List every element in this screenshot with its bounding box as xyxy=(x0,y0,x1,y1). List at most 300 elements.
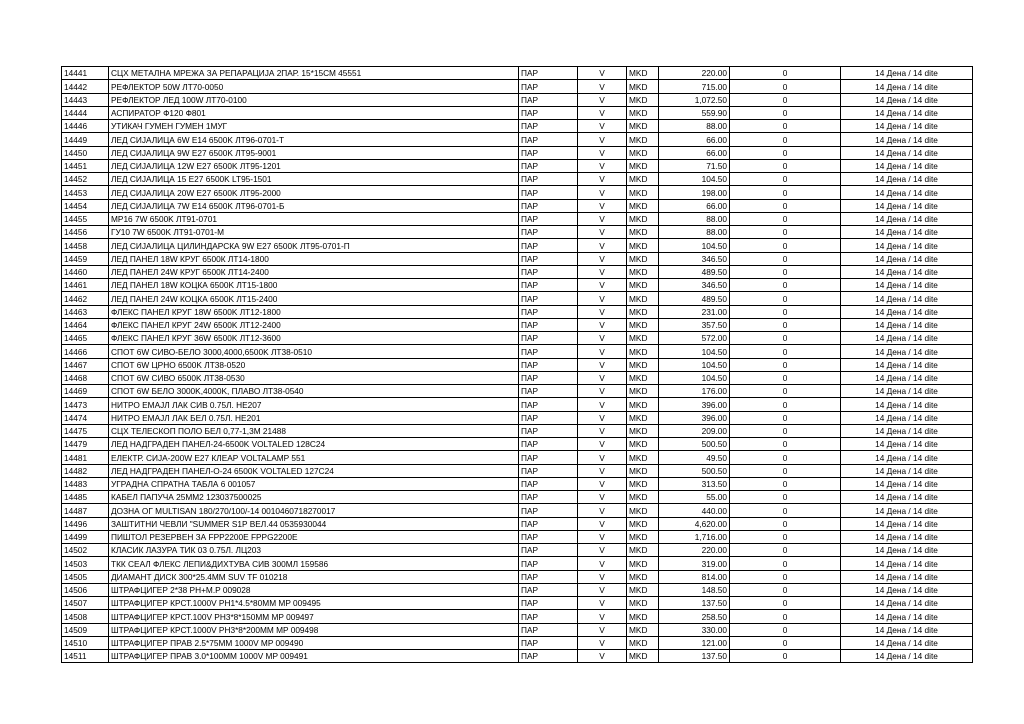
item-description-cell: ЛЕД СИЈАЛИЦА 6W E14 6500K ЛТ96-0701-Т xyxy=(109,133,519,146)
quantity-cell: 0 xyxy=(730,610,841,623)
table-row xyxy=(62,557,973,570)
delivery-cell: 14 Дена / 14 dite xyxy=(841,159,973,172)
table-row xyxy=(62,438,973,451)
item-description-cell: ДОЗНА ОГ MULTISAN 180/270/100/-14 0010460718270017 xyxy=(109,504,519,517)
currency-cell: MKD xyxy=(627,424,659,437)
table-row xyxy=(62,583,973,596)
delivery-cell: 14 Дена / 14 dite xyxy=(841,345,973,358)
delivery-cell: 14 Дена / 14 dite xyxy=(841,398,973,411)
table-row xyxy=(62,544,973,557)
item-code-cell: 14469 xyxy=(62,385,109,398)
item-description-cell: НИТРО ЕМАЈЛ ЛАК СИВ 0.75Л. НЕ207 xyxy=(109,398,519,411)
quantity-cell: 0 xyxy=(730,650,841,663)
table-row xyxy=(62,106,973,119)
item-description-cell: ЛЕД СИЈАЛИЦА 15 E27 6500K LT95-1501 xyxy=(109,173,519,186)
delivery-cell: 14 Дена / 14 dite xyxy=(841,67,973,80)
unit-cell: ПАР xyxy=(519,159,578,172)
item-code-cell: 14505 xyxy=(62,570,109,583)
item-description-cell: ЛЕД СИЈАЛИЦА 9W E27 6500K ЛТ95-9001 xyxy=(109,146,519,159)
currency-cell: MKD xyxy=(627,491,659,504)
unit-cell: ПАР xyxy=(519,345,578,358)
item-code-cell: 14511 xyxy=(62,650,109,663)
unit-cell: ПАР xyxy=(519,305,578,318)
table-row xyxy=(62,570,973,583)
price-cell: 220.00 xyxy=(659,67,730,80)
item-code-cell: 14467 xyxy=(62,358,109,371)
delivery-cell: 14 Дена / 14 dite xyxy=(841,146,973,159)
unit-cell: ПАР xyxy=(519,636,578,649)
unit-cell: ПАР xyxy=(519,212,578,225)
delivery-cell: 14 Дена / 14 dite xyxy=(841,438,973,451)
price-cell: 440.00 xyxy=(659,504,730,517)
quantity-cell: 0 xyxy=(730,411,841,424)
item-code-cell: 14454 xyxy=(62,199,109,212)
delivery-cell: 14 Дена / 14 dite xyxy=(841,358,973,371)
delivery-cell: 14 Дена / 14 dite xyxy=(841,597,973,610)
flag-cell: V xyxy=(578,477,627,490)
item-description-cell: ШТРАФЦИГЕР ПРАВ 2.5*75ММ 1000V MP 009490 xyxy=(109,636,519,649)
item-description-cell: КЛАСИК ЛАЗУРА ТИК 03 0.75Л. ЛЦ203 xyxy=(109,544,519,557)
quantity-cell: 0 xyxy=(730,67,841,80)
flag-cell: V xyxy=(578,332,627,345)
item-code-cell: 14442 xyxy=(62,80,109,93)
flag-cell: V xyxy=(578,544,627,557)
quantity-cell: 0 xyxy=(730,597,841,610)
item-code-cell: 14446 xyxy=(62,120,109,133)
table-row xyxy=(62,199,973,212)
item-description-cell: НИТРО ЕМАЈЛ ЛАК БЕЛ 0.75Л. НЕ201 xyxy=(109,411,519,424)
item-code-cell: 14503 xyxy=(62,557,109,570)
delivery-cell: 14 Дена / 14 dite xyxy=(841,173,973,186)
unit-cell: ПАР xyxy=(519,279,578,292)
currency-cell: MKD xyxy=(627,93,659,106)
delivery-cell: 14 Дена / 14 dite xyxy=(841,265,973,278)
price-cell: 104.50 xyxy=(659,173,730,186)
table-row xyxy=(62,239,973,252)
unit-cell: ПАР xyxy=(519,597,578,610)
currency-cell: MKD xyxy=(627,292,659,305)
price-cell: 330.00 xyxy=(659,623,730,636)
delivery-cell: 14 Дена / 14 dite xyxy=(841,93,973,106)
flag-cell: V xyxy=(578,159,627,172)
flag-cell: V xyxy=(578,146,627,159)
price-cell: 104.50 xyxy=(659,239,730,252)
quantity-cell: 0 xyxy=(730,438,841,451)
price-cell: 88.00 xyxy=(659,212,730,225)
item-code-cell: 14483 xyxy=(62,477,109,490)
quantity-cell: 0 xyxy=(730,146,841,159)
unit-cell: ПАР xyxy=(519,424,578,437)
price-cell: 137.50 xyxy=(659,597,730,610)
delivery-cell: 14 Дена / 14 dite xyxy=(841,610,973,623)
flag-cell: V xyxy=(578,173,627,186)
currency-cell: MKD xyxy=(627,517,659,530)
table-row xyxy=(62,80,973,93)
item-code-cell: 14465 xyxy=(62,332,109,345)
unit-cell: ПАР xyxy=(519,265,578,278)
currency-cell: MKD xyxy=(627,438,659,451)
price-cell: 66.00 xyxy=(659,146,730,159)
delivery-cell: 14 Дена / 14 dite xyxy=(841,464,973,477)
price-cell: 396.00 xyxy=(659,411,730,424)
table-row xyxy=(62,504,973,517)
delivery-cell: 14 Дена / 14 dite xyxy=(841,517,973,530)
item-description-cell: ЛЕД СИЈАЛИЦА 12W E27 6500K ЛТ95-1201 xyxy=(109,159,519,172)
item-description-cell: ЛЕД НАДГРАДЕН ПАНЕЛ-О-24 6500K VOLTALED 127C24 xyxy=(109,464,519,477)
table-row xyxy=(62,226,973,239)
delivery-cell: 14 Дена / 14 dite xyxy=(841,332,973,345)
item-description-cell: ШТРАФЦИГЕР КРСТ.100V PH3*8*150ММ MP 009497 xyxy=(109,610,519,623)
item-code-cell: 14510 xyxy=(62,636,109,649)
delivery-cell: 14 Дена / 14 dite xyxy=(841,318,973,331)
currency-cell: MKD xyxy=(627,120,659,133)
currency-cell: MKD xyxy=(627,570,659,583)
item-description-cell: ЛЕД НАДГРАДЕН ПАНЕЛ-24-6500K VOLTALED 128C24 xyxy=(109,438,519,451)
delivery-cell: 14 Дена / 14 dite xyxy=(841,570,973,583)
quantity-cell: 0 xyxy=(730,93,841,106)
delivery-cell: 14 Дена / 14 dite xyxy=(841,530,973,543)
unit-cell: ПАР xyxy=(519,252,578,265)
currency-cell: MKD xyxy=(627,186,659,199)
table-row xyxy=(62,385,973,398)
flag-cell: V xyxy=(578,252,627,265)
item-description-cell: ФЛЕКС ПАНЕЛ КРУГ 18W 6500K ЛТ12-1800 xyxy=(109,305,519,318)
flag-cell: V xyxy=(578,199,627,212)
currency-cell: MKD xyxy=(627,212,659,225)
delivery-cell: 14 Дена / 14 dite xyxy=(841,385,973,398)
item-code-cell: 14481 xyxy=(62,451,109,464)
unit-cell: ПАР xyxy=(519,106,578,119)
table-row xyxy=(62,464,973,477)
item-description-cell: УТИКАЧ ГУМЕН ГУМЕН 1МУГ xyxy=(109,120,519,133)
unit-cell: ПАР xyxy=(519,650,578,663)
item-code-cell: 14441 xyxy=(62,67,109,80)
item-code-cell: 14473 xyxy=(62,398,109,411)
item-description-cell: СПОТ 6W СИВО-БЕЛО 3000,4000,6500K ЛТ38-0510 xyxy=(109,345,519,358)
quantity-cell: 0 xyxy=(730,345,841,358)
quantity-cell: 0 xyxy=(730,332,841,345)
item-code-cell: 14474 xyxy=(62,411,109,424)
currency-cell: MKD xyxy=(627,610,659,623)
delivery-cell: 14 Дена / 14 dite xyxy=(841,424,973,437)
unit-cell: ПАР xyxy=(519,358,578,371)
table-row xyxy=(62,530,973,543)
price-cell: 88.00 xyxy=(659,226,730,239)
unit-cell: ПАР xyxy=(519,610,578,623)
item-description-cell: СПОТ 6W ЦРНО 6500K ЛТ38-0520 xyxy=(109,358,519,371)
delivery-cell: 14 Дена / 14 dite xyxy=(841,583,973,596)
table-row xyxy=(62,292,973,305)
delivery-cell: 14 Дена / 14 dite xyxy=(841,292,973,305)
item-code-cell: 14507 xyxy=(62,597,109,610)
currency-cell: MKD xyxy=(627,358,659,371)
quantity-cell: 0 xyxy=(730,544,841,557)
currency-cell: MKD xyxy=(627,67,659,80)
price-cell: 66.00 xyxy=(659,133,730,146)
price-cell: 209.00 xyxy=(659,424,730,437)
item-code-cell: 14508 xyxy=(62,610,109,623)
delivery-cell: 14 Дена / 14 dite xyxy=(841,186,973,199)
flag-cell: V xyxy=(578,93,627,106)
price-cell: 346.50 xyxy=(659,279,730,292)
quantity-cell: 0 xyxy=(730,292,841,305)
quantity-cell: 0 xyxy=(730,252,841,265)
price-cell: 220.00 xyxy=(659,544,730,557)
item-code-cell: 14509 xyxy=(62,623,109,636)
quantity-cell: 0 xyxy=(730,504,841,517)
flag-cell: V xyxy=(578,530,627,543)
item-description-cell: ФЛЕКС ПАНЕЛ КРУГ 36W 6500K ЛТ12-3600 xyxy=(109,332,519,345)
currency-cell: MKD xyxy=(627,345,659,358)
table-row xyxy=(62,491,973,504)
table-row xyxy=(62,133,973,146)
unit-cell: ПАР xyxy=(519,93,578,106)
flag-cell: V xyxy=(578,424,627,437)
quantity-cell: 0 xyxy=(730,477,841,490)
quantity-cell: 0 xyxy=(730,173,841,186)
item-description-cell: ЕЛЕКТР. СИЈА-200W E27 КЛЕАР VOLTALAMP 551 xyxy=(109,451,519,464)
table-body xyxy=(62,67,973,663)
price-cell: 231.00 xyxy=(659,305,730,318)
price-cell: 319.00 xyxy=(659,557,730,570)
flag-cell: V xyxy=(578,610,627,623)
currency-cell: MKD xyxy=(627,385,659,398)
table-row xyxy=(62,120,973,133)
unit-cell: ПАР xyxy=(519,398,578,411)
item-code-cell: 14456 xyxy=(62,226,109,239)
delivery-cell: 14 Дена / 14 dite xyxy=(841,212,973,225)
flag-cell: V xyxy=(578,623,627,636)
item-code-cell: 14443 xyxy=(62,93,109,106)
item-description-cell: ЛЕД СИЈАЛИЦА 20W E27 6500K ЛТ95-2000 xyxy=(109,186,519,199)
item-description-cell: ЛЕД ПАНЕЛ 24W КОЦКА 6500K ЛТ15-2400 xyxy=(109,292,519,305)
flag-cell: V xyxy=(578,305,627,318)
currency-cell: MKD xyxy=(627,398,659,411)
price-cell: 396.00 xyxy=(659,398,730,411)
flag-cell: V xyxy=(578,597,627,610)
unit-cell: ПАР xyxy=(519,173,578,186)
item-description-cell: ТКК СЕАЛ ФЛЕКС ЛЕПИ&ДИХТУВА СИВ 300МЛ 159586 xyxy=(109,557,519,570)
price-cell: 55.00 xyxy=(659,491,730,504)
quantity-cell: 0 xyxy=(730,557,841,570)
price-cell: 4,620.00 xyxy=(659,517,730,530)
item-code-cell: 14460 xyxy=(62,265,109,278)
item-code-cell: 14451 xyxy=(62,159,109,172)
item-description-cell: РЕФЛЕКТОР ЛЕД 100W ЛТ70-0100 xyxy=(109,93,519,106)
unit-cell: ПАР xyxy=(519,504,578,517)
delivery-cell: 14 Дена / 14 dite xyxy=(841,504,973,517)
currency-cell: MKD xyxy=(627,318,659,331)
item-code-cell: 14455 xyxy=(62,212,109,225)
unit-cell: ПАР xyxy=(519,67,578,80)
flag-cell: V xyxy=(578,398,627,411)
unit-cell: ПАР xyxy=(519,491,578,504)
flag-cell: V xyxy=(578,504,627,517)
unit-cell: ПАР xyxy=(519,186,578,199)
item-description-cell: ЛЕД СИЈАЛИЦА ЦИЛИНДАРСКА 9W E27 6500K ЛТ95-0701-П xyxy=(109,239,519,252)
price-cell: 104.50 xyxy=(659,345,730,358)
delivery-cell: 14 Дена / 14 dite xyxy=(841,557,973,570)
item-code-cell: 14482 xyxy=(62,464,109,477)
price-cell: 489.50 xyxy=(659,292,730,305)
currency-cell: MKD xyxy=(627,557,659,570)
item-code-cell: 14450 xyxy=(62,146,109,159)
currency-cell: MKD xyxy=(627,80,659,93)
currency-cell: MKD xyxy=(627,650,659,663)
quantity-cell: 0 xyxy=(730,424,841,437)
price-cell: 1,072.50 xyxy=(659,93,730,106)
unit-cell: ПАР xyxy=(519,623,578,636)
delivery-cell: 14 Дена / 14 dite xyxy=(841,623,973,636)
quantity-cell: 0 xyxy=(730,120,841,133)
unit-cell: ПАР xyxy=(519,570,578,583)
table-row xyxy=(62,252,973,265)
currency-cell: MKD xyxy=(627,252,659,265)
price-cell: 346.50 xyxy=(659,252,730,265)
price-cell: 66.00 xyxy=(659,199,730,212)
flag-cell: V xyxy=(578,212,627,225)
item-code-cell: 14502 xyxy=(62,544,109,557)
unit-cell: ПАР xyxy=(519,438,578,451)
unit-cell: ПАР xyxy=(519,583,578,596)
currency-cell: MKD xyxy=(627,133,659,146)
currency-cell: MKD xyxy=(627,371,659,384)
quantity-cell: 0 xyxy=(730,636,841,649)
currency-cell: MKD xyxy=(627,451,659,464)
delivery-cell: 14 Дена / 14 dite xyxy=(841,451,973,464)
unit-cell: ПАР xyxy=(519,451,578,464)
delivery-cell: 14 Дена / 14 dite xyxy=(841,477,973,490)
unit-cell: ПАР xyxy=(519,120,578,133)
table-row xyxy=(62,597,973,610)
item-description-cell: ЗАШТИТНИ ЧЕВЛИ "SUMMER S1P ВЕЛ.44 0535930044 xyxy=(109,517,519,530)
item-description-cell: ШТРАФЦИГЕР ПРАВ 3.0*100ММ 1000V MP 009491 xyxy=(109,650,519,663)
price-cell: 198.00 xyxy=(659,186,730,199)
price-cell: 176.00 xyxy=(659,385,730,398)
item-code-cell: 14444 xyxy=(62,106,109,119)
quantity-cell: 0 xyxy=(730,371,841,384)
delivery-cell: 14 Дена / 14 dite xyxy=(841,279,973,292)
price-cell: 500.50 xyxy=(659,438,730,451)
flag-cell: V xyxy=(578,464,627,477)
price-cell: 357.50 xyxy=(659,318,730,331)
table-row xyxy=(62,318,973,331)
table-row xyxy=(62,332,973,345)
unit-cell: ПАР xyxy=(519,133,578,146)
quantity-cell: 0 xyxy=(730,570,841,583)
unit-cell: ПАР xyxy=(519,517,578,530)
delivery-cell: 14 Дена / 14 dite xyxy=(841,305,973,318)
currency-cell: MKD xyxy=(627,623,659,636)
table-row xyxy=(62,371,973,384)
flag-cell: V xyxy=(578,438,627,451)
item-description-cell: ДИАМАНТ ДИСК 300*25.4ММ SUV TF 010218 xyxy=(109,570,519,583)
flag-cell: V xyxy=(578,385,627,398)
flag-cell: V xyxy=(578,411,627,424)
item-code-cell: 14464 xyxy=(62,318,109,331)
flag-cell: V xyxy=(578,318,627,331)
unit-cell: ПАР xyxy=(519,530,578,543)
flag-cell: V xyxy=(578,279,627,292)
price-cell: 137.50 xyxy=(659,650,730,663)
table-row xyxy=(62,358,973,371)
currency-cell: MKD xyxy=(627,173,659,186)
flag-cell: V xyxy=(578,186,627,199)
quantity-cell: 0 xyxy=(730,106,841,119)
price-list-table xyxy=(61,66,973,663)
table-row xyxy=(62,623,973,636)
item-code-cell: 14487 xyxy=(62,504,109,517)
price-cell: 49.50 xyxy=(659,451,730,464)
unit-cell: ПАР xyxy=(519,292,578,305)
unit-cell: ПАР xyxy=(519,332,578,345)
flag-cell: V xyxy=(578,239,627,252)
unit-cell: ПАР xyxy=(519,544,578,557)
currency-cell: MKD xyxy=(627,636,659,649)
table-row xyxy=(62,265,973,278)
unit-cell: ПАР xyxy=(519,557,578,570)
table-row xyxy=(62,146,973,159)
quantity-cell: 0 xyxy=(730,517,841,530)
delivery-cell: 14 Дена / 14 dite xyxy=(841,650,973,663)
flag-cell: V xyxy=(578,292,627,305)
item-code-cell: 14485 xyxy=(62,491,109,504)
unit-cell: ПАР xyxy=(519,80,578,93)
price-cell: 715.00 xyxy=(659,80,730,93)
delivery-cell: 14 Дена / 14 dite xyxy=(841,120,973,133)
item-code-cell: 14466 xyxy=(62,345,109,358)
delivery-cell: 14 Дена / 14 dite xyxy=(841,491,973,504)
quantity-cell: 0 xyxy=(730,279,841,292)
price-cell: 88.00 xyxy=(659,120,730,133)
item-description-cell: КАБЕЛ ПАПУЧА 25ММ2 123037500025 xyxy=(109,491,519,504)
delivery-cell: 14 Дена / 14 dite xyxy=(841,636,973,649)
flag-cell: V xyxy=(578,583,627,596)
table-row xyxy=(62,186,973,199)
unit-cell: ПАР xyxy=(519,371,578,384)
item-description-cell: СЦХ ТЕЛЕСКОП ПОЛО БЕЛ 0,77-1,3М 21488 xyxy=(109,424,519,437)
table-row xyxy=(62,477,973,490)
currency-cell: MKD xyxy=(627,332,659,345)
currency-cell: MKD xyxy=(627,279,659,292)
item-code-cell: 14475 xyxy=(62,424,109,437)
quantity-cell: 0 xyxy=(730,80,841,93)
item-description-cell: ШТРАФЦИГЕР КРСТ.1000V PH1*4.5*80ММ MP 009495 xyxy=(109,597,519,610)
unit-cell: ПАР xyxy=(519,199,578,212)
delivery-cell: 14 Дена / 14 dite xyxy=(841,544,973,557)
price-cell: 121.00 xyxy=(659,636,730,649)
unit-cell: ПАР xyxy=(519,411,578,424)
quantity-cell: 0 xyxy=(730,212,841,225)
unit-cell: ПАР xyxy=(519,239,578,252)
unit-cell: ПАР xyxy=(519,464,578,477)
delivery-cell: 14 Дена / 14 dite xyxy=(841,239,973,252)
delivery-cell: 14 Дена / 14 dite xyxy=(841,371,973,384)
item-code-cell: 14452 xyxy=(62,173,109,186)
quantity-cell: 0 xyxy=(730,133,841,146)
item-code-cell: 14479 xyxy=(62,438,109,451)
item-description-cell: ШТРАФЦИГЕР КРСТ.1000V PH3*8*200ММ MP 009498 xyxy=(109,623,519,636)
quantity-cell: 0 xyxy=(730,318,841,331)
flag-cell: V xyxy=(578,557,627,570)
quantity-cell: 0 xyxy=(730,623,841,636)
price-cell: 258.50 xyxy=(659,610,730,623)
unit-cell: ПАР xyxy=(519,226,578,239)
delivery-cell: 14 Дена / 14 dite xyxy=(841,133,973,146)
price-cell: 489.50 xyxy=(659,265,730,278)
flag-cell: V xyxy=(578,358,627,371)
quantity-cell: 0 xyxy=(730,398,841,411)
